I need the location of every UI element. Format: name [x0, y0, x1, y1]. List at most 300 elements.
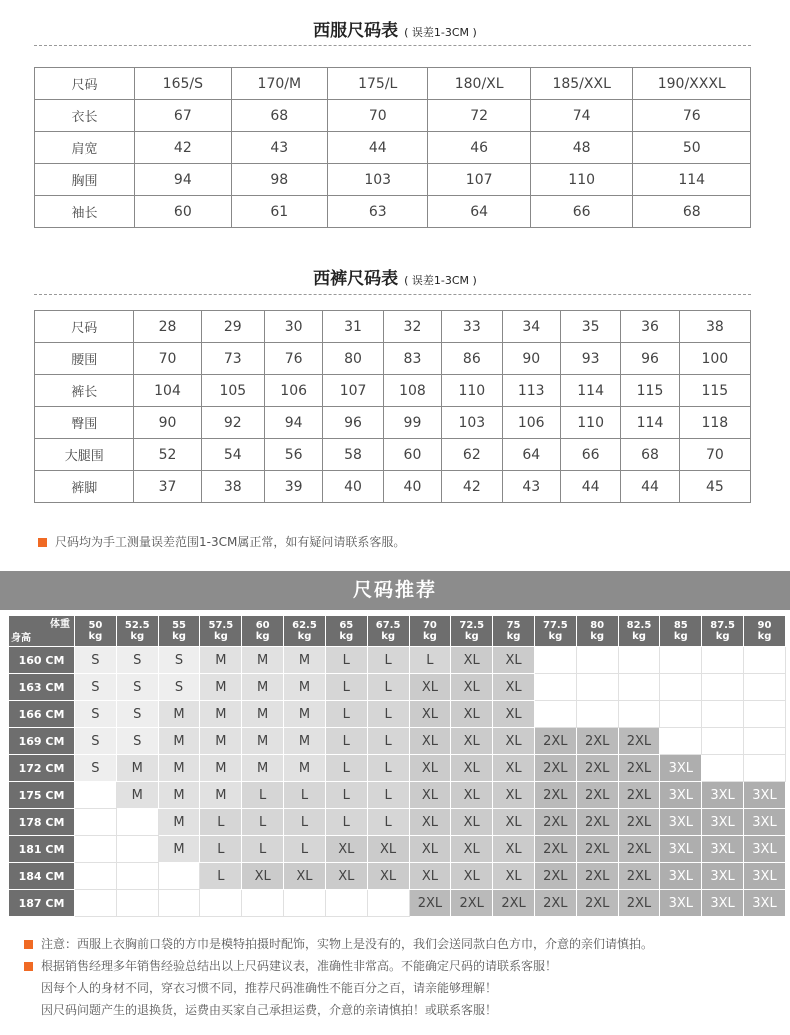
suit-title-text: 西服尺码表	[313, 21, 399, 41]
size-cell: S	[158, 647, 200, 674]
size-cell: L	[367, 647, 409, 674]
table-cell: 185/XXL	[530, 68, 633, 100]
table-cell: 72	[428, 100, 530, 132]
size-cell: M	[158, 782, 200, 809]
size-cell: 2XL	[618, 836, 660, 863]
weight-value: 82.5	[626, 620, 652, 631]
corner-cell	[9, 616, 75, 647]
weight-header-row	[9, 616, 786, 647]
table-cell: 110	[442, 375, 502, 407]
height-row	[9, 647, 786, 674]
size-cell	[116, 863, 158, 890]
size-cell: XL	[451, 863, 493, 890]
size-cell: M	[116, 755, 158, 782]
table-cell: 42	[442, 471, 502, 503]
size-cell: XL	[409, 701, 451, 728]
table-cell: 62	[442, 439, 502, 471]
size-cell: L	[325, 809, 367, 836]
size-cell: M	[200, 782, 242, 809]
size-cell: 3XL	[702, 863, 744, 890]
size-cell: S	[116, 728, 158, 755]
table-cell: 190/XXXL	[633, 68, 751, 100]
size-cell	[158, 863, 200, 890]
divider	[34, 294, 751, 295]
weight-value: 55	[172, 620, 186, 631]
table-cell: 31	[323, 311, 383, 343]
table-cell: 96	[323, 407, 383, 439]
table-cell: 64	[428, 196, 530, 228]
size-cell: XL	[451, 647, 493, 674]
pants-title-note: ( 误差1-3CM )	[404, 274, 477, 287]
size-cell: XL	[367, 863, 409, 890]
size-cell: XL	[284, 863, 326, 890]
size-cell	[242, 890, 284, 917]
height-cell: 187 CM	[9, 890, 75, 917]
size-cell: S	[75, 755, 117, 782]
table-cell: 48	[530, 132, 633, 164]
size-cell: L	[284, 836, 326, 863]
size-cell	[744, 728, 786, 755]
size-cell: XL	[409, 728, 451, 755]
weight-unit: kg	[255, 631, 270, 642]
size-cell	[158, 890, 200, 917]
row-label: 裤长	[35, 375, 134, 407]
table-cell: 103	[328, 164, 428, 196]
weight-header-cell	[158, 616, 200, 647]
pants-table-title	[0, 264, 790, 289]
size-cell: 3XL	[660, 863, 702, 890]
height-row	[9, 809, 786, 836]
size-cell: XL	[451, 782, 493, 809]
size-cell: XL	[493, 647, 535, 674]
weight-value: 57.5	[208, 620, 234, 631]
size-cell: L	[367, 782, 409, 809]
size-cell: 2XL	[534, 863, 576, 890]
table-cell: 76	[633, 100, 751, 132]
size-cell: L	[367, 809, 409, 836]
size-cell: 2XL	[534, 809, 576, 836]
row-label: 尺码	[35, 68, 135, 100]
size-cell: XL	[451, 728, 493, 755]
row-label: 胸围	[35, 164, 135, 196]
size-cell: S	[75, 728, 117, 755]
table-cell: 80	[323, 343, 383, 375]
weight-header-cell	[618, 616, 660, 647]
table-cell: 38	[201, 471, 264, 503]
size-cell: L	[325, 674, 367, 701]
table-cell: 92	[201, 407, 264, 439]
table-cell: 43	[231, 132, 327, 164]
size-cell	[75, 809, 117, 836]
weight-unit: kg	[172, 631, 186, 642]
table-cell: 32	[383, 311, 441, 343]
orange-square-icon	[38, 538, 47, 547]
measurement-note-text: 尺码均为手工测量误差范围1-3CM属正常，如有疑问请联系客服。	[55, 535, 406, 549]
size-cell: 3XL	[660, 836, 702, 863]
size-cell	[618, 647, 660, 674]
table-header-row	[35, 68, 751, 100]
orange-square-icon	[24, 940, 33, 949]
table-cell: 30	[264, 311, 322, 343]
weight-value: 90	[757, 620, 772, 631]
size-cell	[702, 728, 744, 755]
size-cell	[116, 809, 158, 836]
size-cell: 3XL	[660, 782, 702, 809]
size-cell: XL	[493, 836, 535, 863]
size-cell	[75, 782, 117, 809]
table-cell: 94	[135, 164, 231, 196]
size-recommend-table	[8, 615, 786, 917]
size-cell: 2XL	[534, 782, 576, 809]
table-cell: 56	[264, 439, 322, 471]
height-cell: 169 CM	[9, 728, 75, 755]
table-row	[35, 164, 751, 196]
table-cell: 103	[442, 407, 502, 439]
height-cell: 178 CM	[9, 809, 75, 836]
notes-section	[24, 933, 653, 1021]
height-cell: 184 CM	[9, 863, 75, 890]
size-cell: 2XL	[618, 890, 660, 917]
size-cell: 2XL	[576, 890, 618, 917]
size-cell: XL	[493, 755, 535, 782]
size-cell: L	[284, 782, 326, 809]
weight-unit: kg	[130, 631, 145, 642]
table-row	[35, 375, 751, 407]
height-cell: 160 CM	[9, 647, 75, 674]
size-cell	[116, 836, 158, 863]
size-cell	[75, 836, 117, 863]
table-cell: 34	[502, 311, 560, 343]
table-cell: 115	[679, 375, 750, 407]
size-cell: 2XL	[618, 782, 660, 809]
size-cell: XL	[493, 728, 535, 755]
size-cell: L	[325, 647, 367, 674]
weight-header-cell	[367, 616, 409, 647]
size-cell	[702, 647, 744, 674]
height-cell: 175 CM	[9, 782, 75, 809]
size-cell: M	[284, 701, 326, 728]
table-cell: 58	[323, 439, 383, 471]
table-cell: 180/XL	[428, 68, 530, 100]
size-cell: 2XL	[576, 782, 618, 809]
size-cell	[200, 890, 242, 917]
size-cell: M	[200, 647, 242, 674]
size-cell: L	[367, 755, 409, 782]
size-cell: 2XL	[576, 755, 618, 782]
size-cell: M	[200, 701, 242, 728]
table-cell: 36	[621, 311, 679, 343]
size-cell	[660, 674, 702, 701]
size-cell: M	[242, 755, 284, 782]
table-cell: 45	[679, 471, 750, 503]
size-cell	[534, 701, 576, 728]
size-cell	[325, 890, 367, 917]
weight-value: 77.5	[543, 620, 568, 631]
table-cell: 83	[383, 343, 441, 375]
table-cell: 39	[264, 471, 322, 503]
table-cell: 86	[442, 343, 502, 375]
table-cell: 108	[383, 375, 441, 407]
size-cell: L	[325, 701, 367, 728]
table-cell: 52	[134, 439, 201, 471]
height-cell: 181 CM	[9, 836, 75, 863]
size-cell: 2XL	[618, 863, 660, 890]
note-line: 注意：西服上衣胸前口袋的方巾是模特拍摄时配饰，实物上是没有的，我们会送同款白色方巾，介意的亲们请慎拍。	[24, 933, 653, 955]
table-cell: 64	[502, 439, 560, 471]
table-cell: 37	[134, 471, 201, 503]
note-line: 因每个人的身材不同，穿衣习惯不同，推荐尺码准确性不能百分之百，请亲能够理解！	[41, 981, 498, 995]
table-cell: 94	[264, 407, 322, 439]
weight-header-cell	[660, 616, 702, 647]
size-cell: XL	[409, 809, 451, 836]
size-cell	[660, 647, 702, 674]
weight-value: 72.5	[459, 620, 485, 631]
size-cell: XL	[493, 674, 535, 701]
size-cell	[744, 674, 786, 701]
weight-value: 75	[506, 620, 521, 631]
size-cell: M	[158, 809, 200, 836]
size-cell	[75, 863, 117, 890]
table-cell: 38	[679, 311, 750, 343]
table-cell: 44	[621, 471, 679, 503]
size-cell: L	[325, 782, 367, 809]
table-cell: 100	[679, 343, 750, 375]
weight-unit: kg	[423, 631, 437, 642]
weight-value: 60	[255, 620, 270, 631]
row-label: 尺码	[35, 311, 134, 343]
size-cell	[744, 647, 786, 674]
table-cell: 114	[633, 164, 751, 196]
size-cell: 2XL	[534, 836, 576, 863]
table-cell: 28	[134, 311, 201, 343]
size-cell: 2XL	[618, 755, 660, 782]
weight-header-cell	[200, 616, 242, 647]
height-row	[9, 701, 786, 728]
table-cell: 99	[383, 407, 441, 439]
height-label: 身高	[11, 633, 31, 644]
table-cell: 50	[633, 132, 751, 164]
table-cell: 175/L	[328, 68, 428, 100]
weight-value: 85	[673, 620, 688, 631]
size-cell	[618, 701, 660, 728]
size-cell: 2XL	[451, 890, 493, 917]
size-cell: L	[284, 809, 326, 836]
size-cell: S	[116, 647, 158, 674]
table-cell: 68	[621, 439, 679, 471]
size-cell: M	[284, 647, 326, 674]
weight-unit: kg	[297, 631, 312, 642]
size-cell: XL	[242, 863, 284, 890]
recommend-banner: 尺码推荐	[0, 571, 790, 610]
size-cell	[744, 755, 786, 782]
size-cell: S	[75, 674, 117, 701]
table-cell: 43	[502, 471, 560, 503]
table-cell: 35	[560, 311, 620, 343]
weight-header-cell	[493, 616, 535, 647]
size-cell: S	[116, 674, 158, 701]
size-cell: L	[242, 782, 284, 809]
size-cell: XL	[409, 836, 451, 863]
height-row	[9, 674, 786, 701]
size-cell: XL	[451, 755, 493, 782]
row-label: 大腿围	[35, 439, 134, 471]
size-cell: S	[116, 701, 158, 728]
size-cell	[702, 755, 744, 782]
size-cell: L	[367, 701, 409, 728]
size-cell	[660, 728, 702, 755]
size-cell: L	[325, 755, 367, 782]
table-cell: 114	[621, 407, 679, 439]
size-cell: XL	[451, 674, 493, 701]
size-cell: S	[75, 647, 117, 674]
size-cell: 3XL	[744, 863, 786, 890]
table-cell: 54	[201, 439, 264, 471]
size-cell	[702, 701, 744, 728]
suit-title-note: ( 误差1-3CM )	[404, 26, 477, 39]
size-cell: 3XL	[660, 890, 702, 917]
size-cell: XL	[451, 836, 493, 863]
weight-unit: kg	[506, 631, 521, 642]
height-cell: 166 CM	[9, 701, 75, 728]
weight-unit: kg	[213, 631, 228, 642]
size-cell	[702, 674, 744, 701]
table-cell: 170/M	[231, 68, 327, 100]
table-cell: 110	[530, 164, 633, 196]
weight-header-cell	[576, 616, 618, 647]
weight-header-cell	[242, 616, 284, 647]
table-row	[35, 407, 751, 439]
table-cell: 70	[134, 343, 201, 375]
size-cell: M	[284, 728, 326, 755]
measurement-note	[38, 533, 405, 550]
weight-header-cell	[702, 616, 744, 647]
size-cell: 2XL	[534, 890, 576, 917]
height-cell: 163 CM	[9, 674, 75, 701]
size-cell: M	[242, 674, 284, 701]
size-cell: 2XL	[493, 890, 535, 917]
size-cell: XL	[409, 755, 451, 782]
size-cell: 3XL	[702, 782, 744, 809]
size-cell: M	[242, 701, 284, 728]
weight-header-cell	[409, 616, 451, 647]
table-cell: 106	[502, 407, 560, 439]
orange-square-icon	[24, 962, 33, 971]
table-cell: 60	[135, 196, 231, 228]
pants-title-text: 西裤尺码表	[313, 269, 399, 289]
weight-value: 70	[422, 620, 437, 631]
table-cell: 46	[428, 132, 530, 164]
row-label: 衣长	[35, 100, 135, 132]
table-cell: 76	[264, 343, 322, 375]
weight-unit: kg	[590, 631, 605, 642]
table-cell: 107	[323, 375, 383, 407]
size-cell: XL	[493, 701, 535, 728]
height-row	[9, 728, 786, 755]
size-cell: XL	[451, 809, 493, 836]
table-cell: 63	[328, 196, 428, 228]
size-cell	[534, 647, 576, 674]
table-cell: 115	[621, 375, 679, 407]
row-label: 肩宽	[35, 132, 135, 164]
table-cell: 40	[383, 471, 441, 503]
weight-value: 52.5	[124, 620, 150, 631]
table-cell: 90	[502, 343, 560, 375]
table-cell: 74	[530, 100, 633, 132]
size-cell: 2XL	[576, 728, 618, 755]
table-cell: 44	[328, 132, 428, 164]
suit-table-title	[0, 16, 790, 41]
size-cell: L	[200, 863, 242, 890]
table-cell: 106	[264, 375, 322, 407]
size-cell: 3XL	[660, 755, 702, 782]
size-cell: 3XL	[744, 809, 786, 836]
table-cell: 66	[560, 439, 620, 471]
size-cell: XL	[367, 836, 409, 863]
table-cell: 96	[621, 343, 679, 375]
table-cell: 40	[323, 471, 383, 503]
size-cell: M	[242, 728, 284, 755]
size-cell: M	[200, 674, 242, 701]
size-cell: 2XL	[576, 836, 618, 863]
table-row	[35, 132, 751, 164]
size-cell: M	[158, 836, 200, 863]
size-cell: M	[158, 701, 200, 728]
row-label: 臀围	[35, 407, 134, 439]
table-cell: 61	[231, 196, 327, 228]
size-cell	[116, 890, 158, 917]
height-row	[9, 863, 786, 890]
table-cell: 66	[530, 196, 633, 228]
size-cell: L	[200, 809, 242, 836]
table-cell: 98	[231, 164, 327, 196]
size-cell: XL	[409, 782, 451, 809]
size-cell: XL	[493, 863, 535, 890]
table-header-row	[35, 311, 751, 343]
table-cell: 113	[502, 375, 560, 407]
table-cell: 90	[134, 407, 201, 439]
size-cell: 3XL	[744, 890, 786, 917]
table-cell: 70	[679, 439, 750, 471]
size-cell	[618, 674, 660, 701]
weight-header-cell	[75, 616, 117, 647]
size-cell: L	[242, 809, 284, 836]
size-cell: S	[158, 674, 200, 701]
size-cell: M	[200, 728, 242, 755]
size-cell: M	[284, 674, 326, 701]
weight-unit: kg	[757, 631, 772, 642]
height-cell: 172 CM	[9, 755, 75, 782]
table-cell: 105	[201, 375, 264, 407]
table-row	[35, 196, 751, 228]
size-cell	[284, 890, 326, 917]
size-cell: 3XL	[702, 809, 744, 836]
row-label: 裤脚	[35, 471, 134, 503]
size-cell: 2XL	[618, 728, 660, 755]
size-cell	[75, 890, 117, 917]
table-cell: 42	[135, 132, 231, 164]
size-cell: 3XL	[744, 836, 786, 863]
weight-value: 80	[590, 620, 605, 631]
size-cell: 3XL	[660, 809, 702, 836]
suit-size-table	[34, 67, 751, 228]
weight-unit: kg	[548, 631, 563, 642]
size-cell: 3XL	[702, 890, 744, 917]
size-cell: L	[367, 674, 409, 701]
table-cell: 104	[134, 375, 201, 407]
table-row	[35, 343, 751, 375]
size-cell: XL	[451, 701, 493, 728]
size-cell	[367, 890, 409, 917]
